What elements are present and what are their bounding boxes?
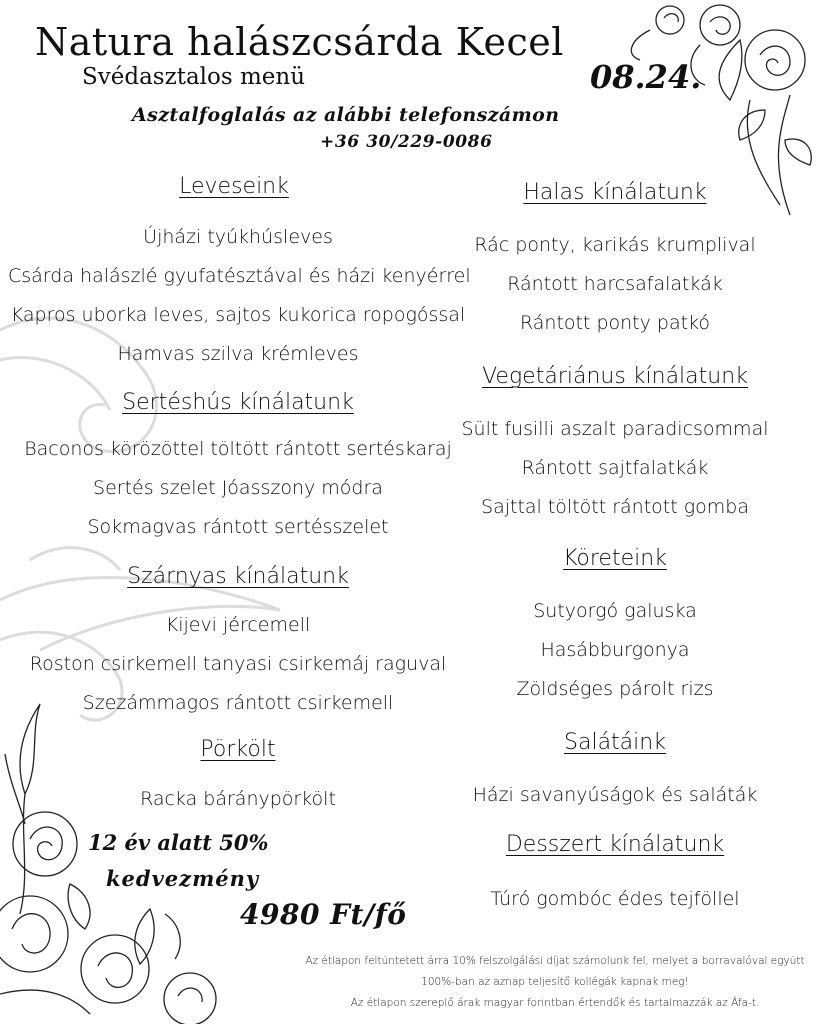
menu-subtitle: Svédasztalos menü — [82, 64, 306, 90]
section-heading: Pörkölt — [200, 737, 276, 762]
section-heading: Desszert kínálatunk — [505, 832, 725, 857]
vat-note: Az étlapon szereplő árak magyar forintban értendők és tartalmazzák az Áfa-t. — [350, 997, 760, 1009]
salads-list — [385, 784, 819, 806]
menu-item: Hamvas szilva krémleves — [117, 343, 359, 365]
menu-item: Túró gombóc édes tejföllel — [490, 888, 740, 910]
section-heading: Vegetáriánus kínálatunk — [482, 364, 748, 389]
menu-item: Szezámmagos rántott csirkemell — [82, 692, 394, 714]
section-vegetarian — [385, 364, 819, 389]
menu-item: Kijevi jércemell — [165, 614, 311, 636]
section-heading: Salátáink — [564, 730, 666, 755]
menu-item: Kapros uborka leves, sajtos kukorica ropogóssal — [10, 304, 466, 326]
menu-item: Sült fusilli aszalt paradicsommal — [461, 418, 769, 440]
menu-item: Rántott ponty patkó — [519, 312, 711, 334]
section-salads — [385, 730, 819, 755]
menu-item: Zöldséges párolt rizs — [516, 678, 714, 700]
menu-item: Rántott harcsafalatkák — [507, 273, 723, 295]
service-charge-note-2: 100%-ban az aznap teljesítő kollégák kapnak meg! — [421, 976, 689, 988]
section-heading: Szárnyas kínálatunk — [127, 564, 349, 589]
menu-item: Sajttal töltött rántott gomba — [481, 496, 749, 518]
reservation-text: Asztalfoglalás az alábbi telefonszámon — [132, 104, 560, 126]
section-sides — [385, 546, 819, 571]
fish-list — [385, 234, 819, 351]
menu-item: Sertés szelet Jóasszony módra — [93, 477, 383, 499]
menu-item: Rántott sajtfalatkák — [521, 457, 709, 479]
menu-date: 08.24. — [590, 58, 702, 96]
menu-item: Roston csirkemell tanyasi csirkemáj raguval — [29, 653, 447, 675]
vegetarian-list — [385, 418, 819, 535]
section-heading: Halas kínálatunk — [523, 180, 707, 205]
menu-item: Sutyorgó galuska — [533, 600, 697, 622]
price-per-person: 4980 Ft/fő — [240, 898, 407, 931]
phone-number: +36 30/229-0086 — [320, 132, 493, 152]
menu-item: Újházi tyúkhúsleves — [143, 226, 333, 248]
section-pork — [8, 390, 468, 415]
service-charge-note: Az étlapon feltüntetett árra 10% felszolgálási díjat számolunk fel, melyet a borravalóval együtt — [305, 955, 805, 967]
menu-item: Rác ponty, karikás krumplival — [474, 234, 756, 256]
child-discount-line1: 12 év alatt 50% — [88, 830, 269, 855]
menu-item: Baconos körözöttel töltött rántott sertéskaraj — [24, 438, 452, 460]
section-fish — [385, 180, 819, 205]
menu-item: Házi savanyúságok és saláták — [472, 784, 758, 806]
restaurant-title: Natura halászcsárda Kecel — [35, 20, 564, 64]
menu-item: Racka báránypörkölt — [140, 788, 336, 810]
menu-item: Hasábburgonya — [540, 639, 690, 661]
section-dessert — [385, 832, 819, 857]
section-heading: Sertéshús kínálatunk — [122, 390, 354, 415]
child-discount-line2: kedvezmény — [106, 866, 260, 891]
section-heading: Köreteink — [563, 546, 667, 571]
dessert-list — [385, 888, 819, 910]
menu-item: Sokmagvas rántott sertésszelet — [87, 516, 389, 538]
menu-item: Csárda halászlé gyufatésztával és házi kenyérrel — [8, 265, 471, 287]
sides-list — [385, 600, 819, 717]
section-heading: Leveseink — [179, 174, 289, 199]
